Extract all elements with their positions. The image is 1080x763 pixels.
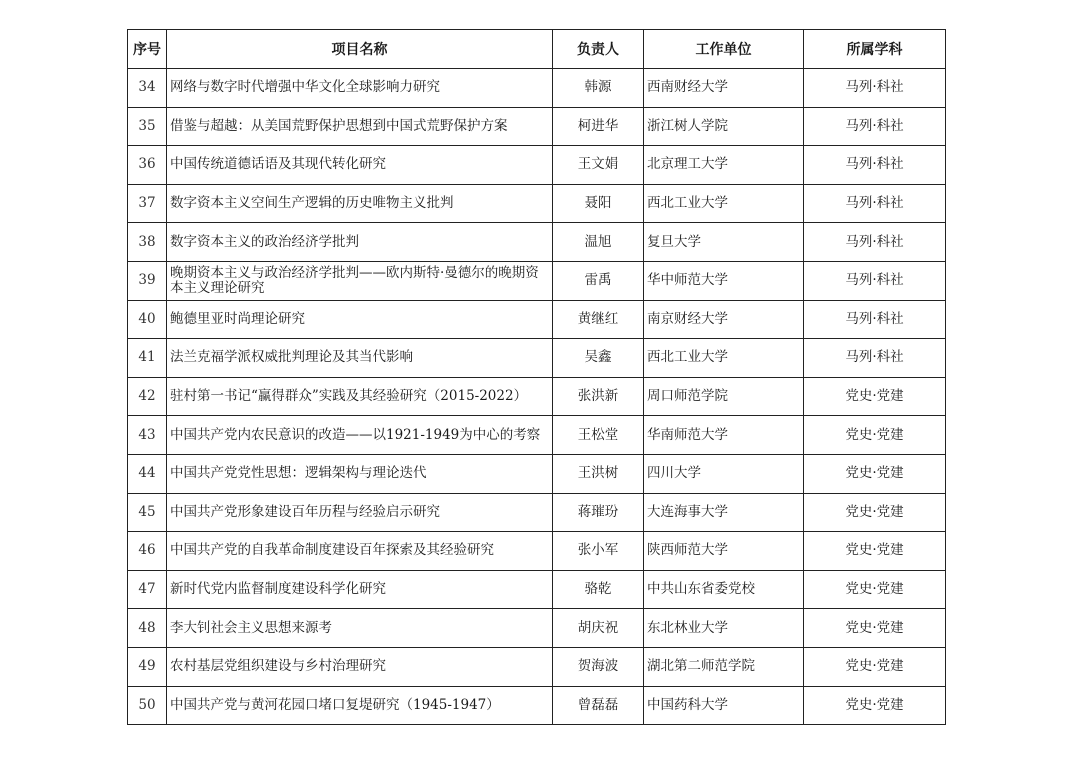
cell-subject: 党史·党建 [804, 493, 946, 532]
cell-lead: 吴鑫 [553, 339, 644, 378]
cell-organization: 周口师范学院 [644, 377, 804, 416]
cell-project-name: 晚期资本主义与政治经济学批判——欧内斯特·曼德尔的晚期资本主义理论研究 [167, 261, 553, 300]
cell-project-name: 网络与数字时代增强中华文化全球影响力研究 [167, 69, 553, 108]
table-row [128, 339, 946, 378]
cell-lead: 王洪树 [553, 454, 644, 493]
cell-organization: 西北工业大学 [644, 339, 804, 378]
cell-project-name: 农村基层党组织建设与乡村治理研究 [167, 647, 553, 686]
header-organization: 工作单位 [644, 30, 804, 69]
cell-index: 40 [128, 300, 167, 339]
cell-lead: 蒋璀玢 [553, 493, 644, 532]
cell-index: 36 [128, 146, 167, 185]
cell-index: 42 [128, 377, 167, 416]
cell-subject: 马列·科社 [804, 146, 946, 185]
cell-organization: 华中师范大学 [644, 261, 804, 300]
cell-subject: 马列·科社 [804, 300, 946, 339]
cell-subject: 党史·党建 [804, 609, 946, 648]
cell-subject: 党史·党建 [804, 454, 946, 493]
cell-lead: 王文娟 [553, 146, 644, 185]
cell-index: 44 [128, 454, 167, 493]
cell-organization: 中国药科大学 [644, 686, 804, 725]
cell-lead: 贺海波 [553, 647, 644, 686]
table-row [128, 454, 946, 493]
cell-index: 41 [128, 339, 167, 378]
cell-organization: 南京财经大学 [644, 300, 804, 339]
table-row [128, 223, 946, 262]
cell-index: 38 [128, 223, 167, 262]
cell-lead: 韩源 [553, 69, 644, 108]
cell-organization: 陕西师范大学 [644, 532, 804, 571]
cell-subject: 党史·党建 [804, 416, 946, 455]
cell-subject: 马列·科社 [804, 339, 946, 378]
cell-lead: 温旭 [553, 223, 644, 262]
cell-organization: 浙江树人学院 [644, 107, 804, 146]
table-body [128, 69, 946, 725]
cell-organization: 华南师范大学 [644, 416, 804, 455]
cell-lead: 黄继红 [553, 300, 644, 339]
cell-subject: 马列·科社 [804, 107, 946, 146]
cell-organization: 四川大学 [644, 454, 804, 493]
cell-organization: 大连海事大学 [644, 493, 804, 532]
table-row [128, 184, 946, 223]
cell-organization: 北京理工大学 [644, 146, 804, 185]
cell-index: 43 [128, 416, 167, 455]
cell-subject: 党史·党建 [804, 647, 946, 686]
cell-lead: 王松堂 [553, 416, 644, 455]
cell-lead: 雷禹 [553, 261, 644, 300]
cell-subject: 党史·党建 [804, 570, 946, 609]
cell-subject: 党史·党建 [804, 377, 946, 416]
cell-project-name: 新时代党内监督制度建设科学化研究 [167, 570, 553, 609]
header-row [128, 30, 946, 69]
cell-index: 34 [128, 69, 167, 108]
cell-index: 35 [128, 107, 167, 146]
cell-index: 39 [128, 261, 167, 300]
cell-subject: 马列·科社 [804, 69, 946, 108]
cell-project-name: 中国共产党形象建设百年历程与经验启示研究 [167, 493, 553, 532]
cell-subject: 马列·科社 [804, 184, 946, 223]
cell-organization: 复旦大学 [644, 223, 804, 262]
header-subject: 所属学科 [804, 30, 946, 69]
cell-organization: 湖北第二师范学院 [644, 647, 804, 686]
table-row [128, 300, 946, 339]
table-row [128, 377, 946, 416]
header-index: 序号 [128, 30, 167, 69]
cell-project-name: 李大钊社会主义思想来源考 [167, 609, 553, 648]
cell-index: 49 [128, 647, 167, 686]
cell-project-name: 中国共产党党性思想：逻辑架构与理论迭代 [167, 454, 553, 493]
cell-lead: 柯进华 [553, 107, 644, 146]
table-row [128, 146, 946, 185]
cell-project-name: 中国共产党的自我革命制度建设百年探索及其经验研究 [167, 532, 553, 571]
table-row [128, 570, 946, 609]
cell-project-name: 中国共产党与黄河花园口堵口复堤研究（1945-1947） [167, 686, 553, 725]
cell-index: 50 [128, 686, 167, 725]
cell-project-name: 中国共产党内农民意识的改造——以1921-1949为中心的考察 [167, 416, 553, 455]
cell-project-name: 法兰克福学派权威批判理论及其当代影响 [167, 339, 553, 378]
cell-index: 48 [128, 609, 167, 648]
cell-index: 45 [128, 493, 167, 532]
table-row [128, 609, 946, 648]
cell-project-name: 借鉴与超越：从美国荒野保护思想到中国式荒野保护方案 [167, 107, 553, 146]
cell-project-name: 数字资本主义的政治经济学批判 [167, 223, 553, 262]
cell-index: 47 [128, 570, 167, 609]
table-row [128, 647, 946, 686]
header-lead: 负责人 [553, 30, 644, 69]
table-row [128, 416, 946, 455]
cell-index: 46 [128, 532, 167, 571]
cell-lead: 聂阳 [553, 184, 644, 223]
cell-organization: 东北林业大学 [644, 609, 804, 648]
cell-lead: 骆乾 [553, 570, 644, 609]
cell-organization: 西南财经大学 [644, 69, 804, 108]
cell-index: 37 [128, 184, 167, 223]
cell-subject: 马列·科社 [804, 223, 946, 262]
table-row [128, 686, 946, 725]
cell-organization: 西北工业大学 [644, 184, 804, 223]
cell-subject: 党史·党建 [804, 686, 946, 725]
table-row [128, 532, 946, 571]
cell-subject: 马列·科社 [804, 261, 946, 300]
header-project-name: 项目名称 [167, 30, 553, 69]
cell-project-name: 鲍德里亚时尚理论研究 [167, 300, 553, 339]
cell-lead: 胡庆祝 [553, 609, 644, 648]
table-row [128, 69, 946, 108]
table-row [128, 107, 946, 146]
cell-lead: 张小军 [553, 532, 644, 571]
cell-subject: 党史·党建 [804, 532, 946, 571]
table-row [128, 261, 946, 300]
project-table [127, 29, 946, 725]
cell-lead: 张洪新 [553, 377, 644, 416]
table-row [128, 493, 946, 532]
cell-project-name: 数字资本主义空间生产逻辑的历史唯物主义批判 [167, 184, 553, 223]
cell-organization: 中共山东省委党校 [644, 570, 804, 609]
cell-project-name: 驻村第一书记“赢得群众”实践及其经验研究（2015-2022） [167, 377, 553, 416]
cell-lead: 曾磊磊 [553, 686, 644, 725]
cell-project-name: 中国传统道德话语及其现代转化研究 [167, 146, 553, 185]
